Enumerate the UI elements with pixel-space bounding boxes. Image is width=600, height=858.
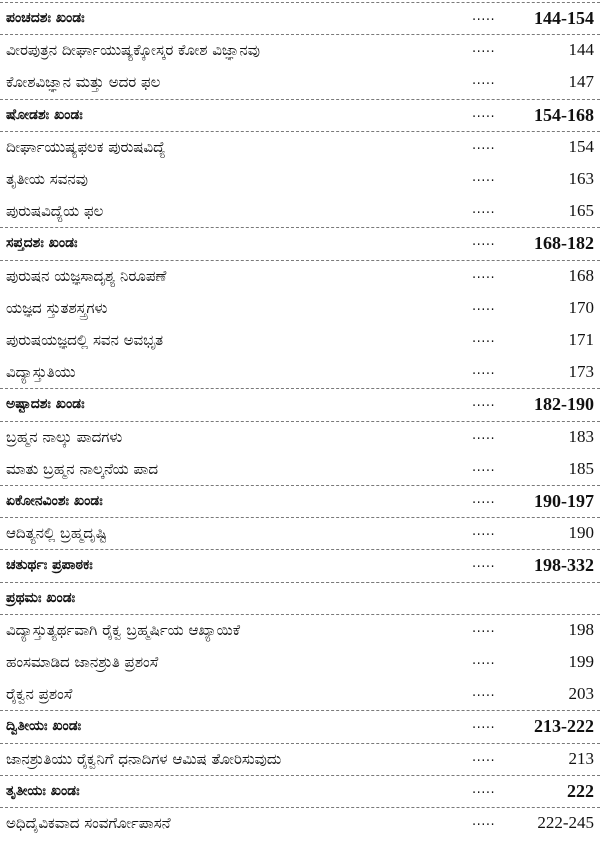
- dot-leader: .....: [472, 749, 496, 765]
- dashed-rule: [0, 388, 600, 389]
- toc-title: ವಿದ್ಯಾಸ್ತುತಿಯು: [6, 363, 76, 382]
- dot-leader: .....: [472, 137, 496, 153]
- page-number: 154-168: [534, 104, 594, 125]
- page-number: 190-197: [534, 491, 594, 511]
- dot-leader: .....: [472, 41, 496, 57]
- page-number: 165: [568, 201, 594, 221]
- toc-title: ಆದಿತ್ಯನಲ್ಲಿ ಬ್ರಹ್ಮದೃಷ್ಟಿ: [6, 524, 107, 543]
- page-number: 144-154: [534, 8, 594, 28]
- dot-leader: .....: [472, 395, 496, 411]
- toc-title: ಮಾತು ಬ್ರಹ್ಮನ ನಾಲ್ಕನೆಯ ಪಾದ: [6, 459, 159, 478]
- page-number: 198: [568, 619, 594, 639]
- dot-leader: .....: [472, 234, 496, 250]
- dashed-rule: [0, 775, 600, 776]
- page-number: 168-182: [534, 233, 594, 254]
- dashed-rule: [0, 99, 600, 100]
- page-number: 144: [568, 40, 594, 60]
- toc-title: ಕೋಶವಿಜ್ಞಾನ ಮತ್ತು ಅದರ ಫಲ: [6, 73, 161, 92]
- toc-heading: [0, 227, 600, 259]
- toc-title: ಪುರುಷವಿದ್ಯೆಯ ಫಲ: [6, 202, 104, 221]
- dot-leader: .....: [472, 105, 496, 121]
- toc-title: ಷೋಡಶಃ ಖಂಡಃ: [6, 106, 83, 123]
- toc-title: ಪುರುಷನ ಯಜ್ಞಸಾದೃಶ್ಯ ನಿರೂಪಣೆ: [6, 266, 167, 285]
- dot-leader: .....: [472, 266, 496, 282]
- toc-title: ವೀರಪುತ್ರನ ದೀರ್ಘಾಯುಷ್ಯಕ್ಕೋಸ್ಕರ ಕೋಶ ವಿಜ್ಞಾನವು: [6, 41, 260, 60]
- dot-leader: .....: [472, 653, 496, 668]
- toc-title: ವಿದ್ಯಾಸ್ತುತ್ಯರ್ಥವಾಗಿ ರೈಕ್ವ ಬ್ರಹ್ಮರ್ಷಿಯ ಆಖ್ಯಾಯಿಕೆ: [6, 620, 241, 639]
- page-number: 154: [568, 136, 594, 156]
- page-number: 213-222: [534, 716, 594, 737]
- toc-title: ತೃತೀಯ ಸವನವು: [6, 170, 88, 188]
- page-number: 163: [568, 169, 594, 188]
- dashed-rule: [0, 710, 600, 711]
- page-number: 171: [568, 330, 594, 349]
- toc-heading: [0, 710, 600, 742]
- toc-title: ಏಕೋನವಿಂಶಃ ಖಂಡಃ: [6, 493, 103, 509]
- page-number: 190: [568, 523, 594, 543]
- toc-entry: [0, 66, 600, 98]
- toc-entry: [0, 260, 600, 292]
- toc-entry: [0, 356, 600, 388]
- toc-entry: [0, 807, 600, 839]
- toc-entry: [0, 131, 600, 163]
- toc-title: ಸಪ್ತದಶಃ ಖಂಡಃ: [6, 235, 78, 252]
- toc-entry: [0, 163, 600, 195]
- dot-leader: .....: [472, 331, 496, 346]
- page-number: 183: [568, 426, 594, 446]
- page-number: 185: [568, 458, 594, 478]
- dashed-rule: [0, 227, 600, 228]
- dot-leader: .....: [472, 524, 496, 540]
- toc-heading: [0, 2, 600, 34]
- toc-title: ಪುರುಷಯಜ್ಞದಲ್ಲಿ ಸವನ ಅವಭೃತ: [6, 331, 164, 349]
- toc-heading: [0, 582, 600, 614]
- toc-title: ಚತುರ್ಥಃ ಪ್ರಪಾಠಕಃ: [6, 557, 93, 574]
- toc-entry: [0, 517, 600, 549]
- dot-leader: .....: [472, 781, 496, 797]
- page-number: 168: [568, 265, 594, 285]
- dot-leader: .....: [472, 298, 496, 314]
- toc-title: ರೈಕ್ವನ ಪ್ರಶಂಸೆ: [6, 685, 73, 704]
- dot-leader: .....: [472, 9, 496, 24]
- dot-leader: .....: [472, 620, 496, 636]
- dot-leader: .....: [472, 202, 496, 218]
- toc-title: ಯಜ್ಞದ ಸ್ತುತಶಸ್ತ್ರಗಳು: [6, 298, 108, 317]
- page-number: 147: [568, 72, 594, 92]
- dot-leader: .....: [472, 556, 496, 572]
- toc-entry: [0, 646, 600, 678]
- page-number: 222-245: [537, 813, 594, 832]
- page-number: 173: [568, 362, 594, 382]
- toc-entry: [0, 421, 600, 453]
- toc-title: ಪ್ರಥಮಃ ಖಂಡಃ: [6, 589, 76, 606]
- dashed-rule: [0, 2, 600, 3]
- page-number: 182-190: [534, 394, 594, 415]
- toc-entry: [0, 743, 600, 775]
- toc-entry: [0, 195, 600, 227]
- toc-title: ಬ್ರಹ್ಮನ ನಾಲ್ಕು ಪಾದಗಳು: [6, 427, 123, 446]
- toc-entry: [0, 34, 600, 66]
- dot-leader: .....: [472, 814, 496, 829]
- toc-title: ಅಧಿದೈವಿಕವಾದ ಸಂವರ್ಗೋಪಾಸನೆ: [6, 814, 171, 832]
- toc-title: ಪಂಚದಶಃ ಖಂಡಃ: [6, 10, 85, 26]
- toc-heading: [0, 549, 600, 581]
- toc-entry: [0, 614, 600, 646]
- toc-entry: [0, 678, 600, 710]
- dot-leader: .....: [472, 459, 496, 475]
- dot-leader: .....: [472, 73, 496, 89]
- dot-leader: .....: [472, 170, 496, 185]
- toc-title: ತೃತೀಯಃ ಖಂಡಃ: [6, 782, 80, 799]
- toc-entry: [0, 292, 600, 324]
- toc-heading: [0, 388, 600, 420]
- toc-heading: [0, 99, 600, 131]
- dot-leader: .....: [472, 685, 496, 701]
- toc-title: ದೀರ್ಘಾಯುಷ್ಯಫಲಕ ಪುರುಷವಿದ್ಯೆ: [6, 137, 166, 156]
- page-number: 222: [567, 780, 594, 801]
- toc-entry: [0, 453, 600, 485]
- dashed-rule: [0, 485, 600, 486]
- dot-leader: .....: [472, 717, 496, 733]
- toc-title: ದ್ವಿತೀಯಃ ಖಂಡಃ: [6, 718, 82, 735]
- page-number: 213: [568, 748, 594, 768]
- toc-heading: [0, 775, 600, 807]
- dot-leader: .....: [472, 363, 496, 379]
- page-number: 199: [568, 652, 594, 671]
- dot-leader: .....: [472, 427, 496, 443]
- toc-title: ಜಾನಶ್ರುತಿಯು ರೈಕ್ವನಿಗೆ ಧನಾದಿಗಳ ಆಮಿಷ ತೋರಿಸುವುದು: [6, 749, 282, 768]
- page-number: 203: [568, 684, 594, 704]
- toc-entry: [0, 324, 600, 356]
- page-number: 198-332: [534, 555, 594, 576]
- dot-leader: .....: [472, 492, 496, 507]
- page-number: 170: [568, 297, 594, 317]
- toc-title: ಅಷ್ಟಾದಶಃ ಖಂಡಃ: [6, 396, 85, 413]
- toc-title: ಹಂಸಮಾಡಿದ ಜಾನಶ್ರುತಿ ಪ್ರಶಂಸೆ: [6, 653, 159, 671]
- dashed-rule: [0, 582, 600, 583]
- toc-heading: [0, 485, 600, 517]
- dashed-rule: [0, 549, 600, 550]
